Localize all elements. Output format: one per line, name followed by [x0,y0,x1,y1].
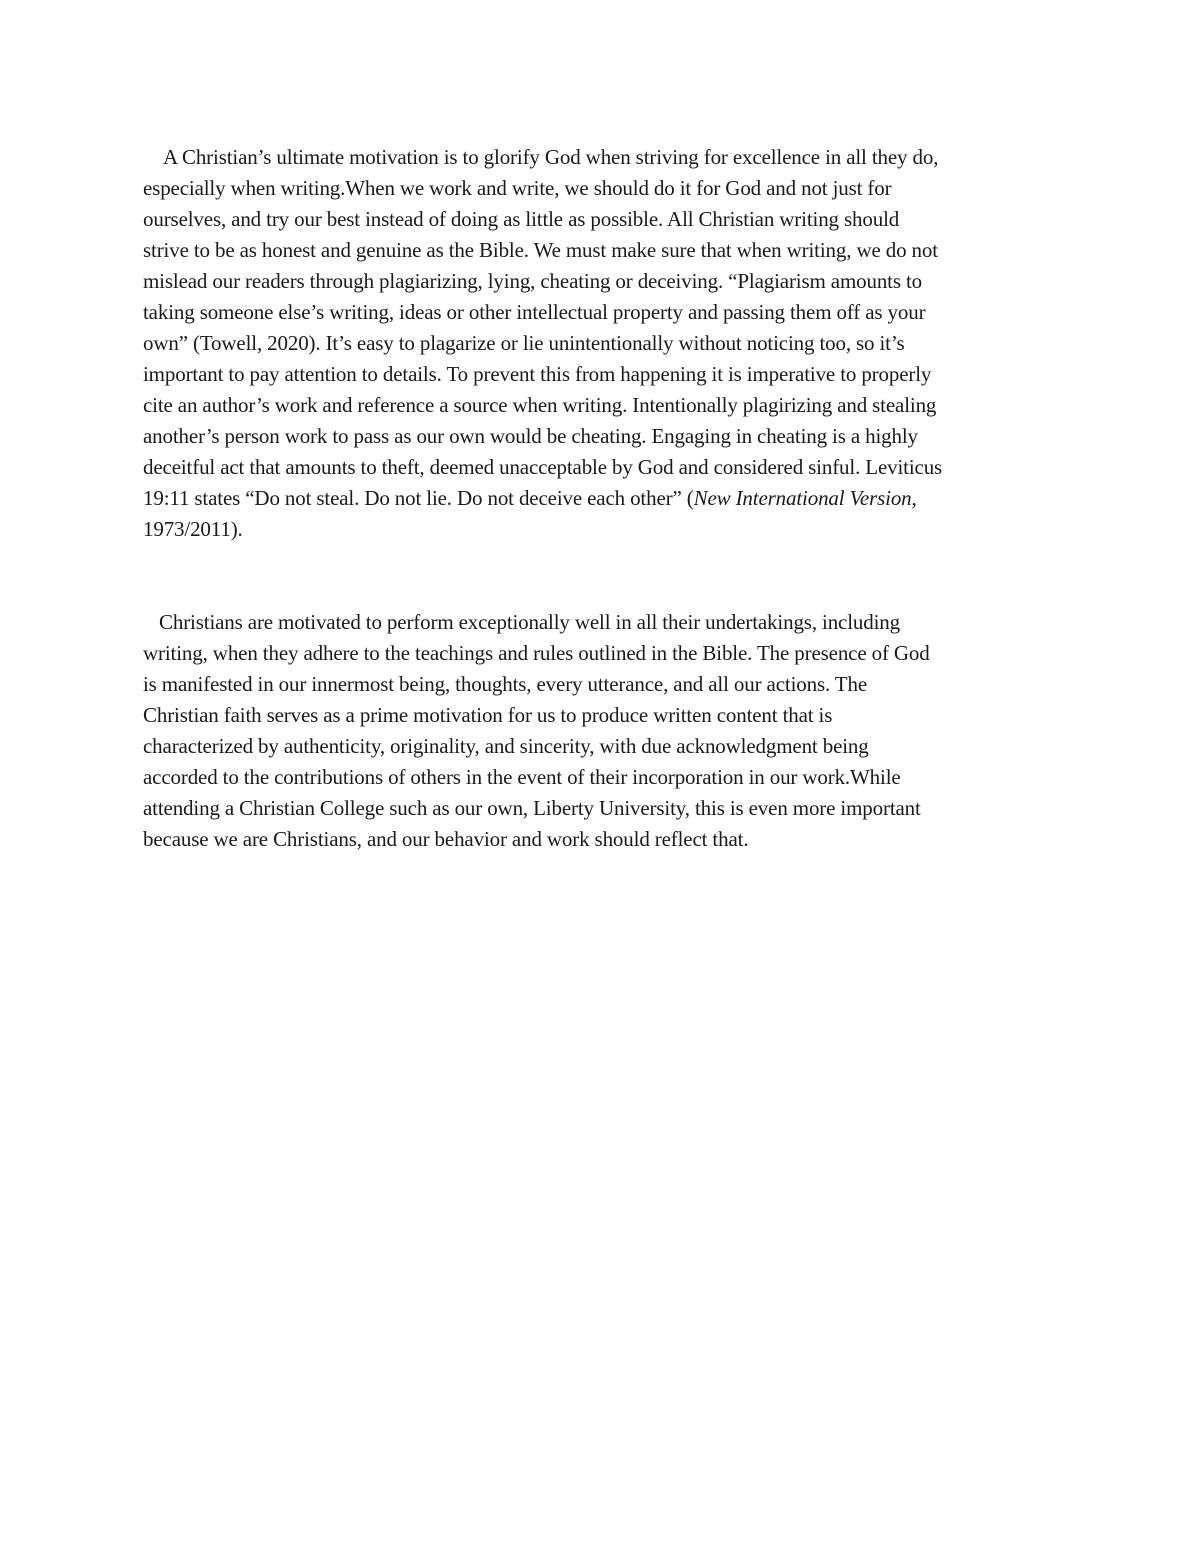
paragraph-1-line-12 [143,483,1063,514]
paragraph-1-line-8: important to pay attention to details. To prevent this from happening it is imperative to properly [143,362,932,386]
paragraph-2-line-5: characterized by authenticity, originality, and sincerity, with due acknowledgment being [143,734,869,758]
paragraph-2-line-6: accorded to the contributions of others in the event of their incorporation in our work.While [143,765,901,789]
paragraph-1-line-13: 1973/2011). [143,517,243,541]
paragraph-2-line-4: Christian faith serves as a prime motivation for us to produce written content that is [143,703,833,727]
paragraph-1-line-10: another’s person work to pass as our own would be cheating. Engaging in cheating is a highly [143,424,918,448]
paragraph-2 [143,607,1063,855]
paragraph-1-line-5: mislead our readers through plagiarizing, lying, cheating or deceiving. “Plagiarism amounts to [143,269,923,293]
paragraph-1-line-6: taking someone else’s writing, ideas or other intellectual property and passing them off as your [143,300,926,324]
line-text: A Christian’s ultimate motivation is to glorify God when striving for excellence in all they do, [163,145,939,169]
paragraph-1-line-2: especially when writing.When we work and write, we should do it for God and not just for [143,176,892,200]
bible-version-title: New International Version, [693,486,917,510]
paragraph-1-line-4: strive to be as honest and genuine as the Bible. We must make sure that when writing, we do not [143,238,938,262]
paragraph-1-line-3: ourselves, and try our best instead of doing as little as possible. All Christian writing should [143,207,900,231]
paragraph-2-line-8: because we are Christians, and our behavior and work should reflect that. [143,827,749,851]
paragraph-2-line-1 [143,607,1063,638]
paragraph-2-line-2: writing, when they adhere to the teachings and rules outlined in the Bible. The presence of God [143,641,930,665]
citation-lead-text: 19:11 states “Do not steal. Do not lie. Do not deceive each other” ( [143,486,694,510]
paragraph-2-line-3: is manifested in our innermost being, thoughts, every utterance, and all our actions. The [143,672,867,696]
paragraph-1-line-9: cite an author’s work and reference a source when writing. Intentionally plagirizing and stealing [143,393,937,417]
paragraph-2-line-7: attending a Christian College such as our own, Liberty University, this is even more important [143,796,921,820]
paragraph-1 [143,142,1063,545]
paragraph-1-line-11: deceitful act that amounts to theft, deemed unacceptable by God and considered sinful. Leviticus [143,455,943,479]
paragraph-1-line-1 [143,142,1063,173]
paragraph-1-line-7: own” (Towell, 2020). It’s easy to plagarize or lie unintentionally without noticing too, so it’s [143,331,905,355]
line-text: Christians are motivated to perform exceptionally well in all their undertakings, including [159,610,900,634]
